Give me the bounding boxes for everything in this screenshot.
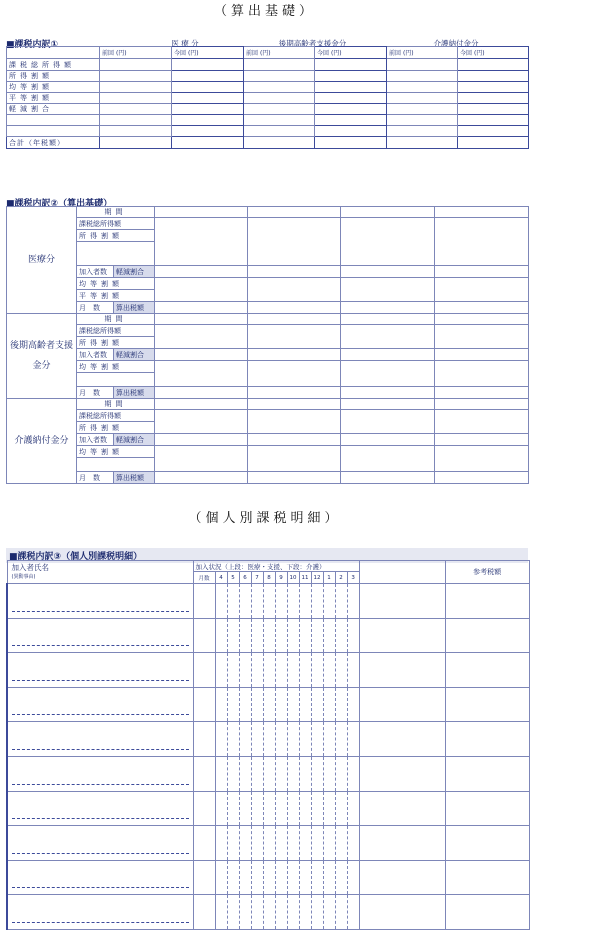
table-row (7, 59, 529, 71)
ref-tax-cell[interactable] (445, 860, 529, 895)
month-status-cell[interactable] (263, 653, 275, 688)
month-header-cell: 2 (335, 572, 347, 584)
month-status-cell[interactable] (275, 618, 287, 653)
row-label-total-income: 課税総所得額 (77, 218, 155, 230)
row-label-months: 月 数 (77, 387, 114, 399)
row-label-months: 月 数 (77, 302, 114, 314)
month-status-cell[interactable] (347, 826, 359, 861)
table-row (7, 791, 529, 826)
col-curr-medical: 今回 (円) (172, 47, 244, 59)
month-status-cell[interactable] (275, 687, 287, 722)
month-status-cell[interactable] (275, 791, 287, 826)
month-status-cell[interactable] (323, 618, 335, 653)
blank-cell (359, 653, 445, 688)
month-count-cell[interactable] (193, 584, 215, 619)
blank-cell (359, 895, 445, 930)
month-status-cell[interactable] (335, 722, 347, 757)
month-status-cell[interactable] (287, 687, 299, 722)
month-header-cell: 3 (347, 572, 359, 584)
month-status-cell[interactable] (239, 584, 251, 619)
month-status-cell[interactable] (227, 756, 239, 791)
month-status-cell[interactable] (275, 860, 287, 895)
month-header-cell: 7 (251, 572, 263, 584)
month-count-cell[interactable] (193, 618, 215, 653)
group-label-elderly-support: 後期高齢者支援金分 (278, 39, 347, 48)
name-dash-line (12, 680, 189, 681)
table-row (7, 618, 529, 653)
month-count-cell[interactable] (193, 687, 215, 722)
section3-table (6, 560, 530, 930)
block-label-medical: 医療分 (7, 207, 77, 314)
month-status-cell[interactable] (299, 584, 311, 619)
row-label-blank (77, 458, 155, 472)
month-status-cell[interactable] (263, 791, 275, 826)
month-status-cell[interactable] (287, 826, 299, 861)
month-status-cell[interactable] (287, 618, 299, 653)
month-header-cell: 8 (263, 572, 275, 584)
name-dash-line (12, 714, 189, 715)
month-status-cell[interactable] (275, 826, 287, 861)
section3-title: ■課税内訳③（個人別課税明細） (6, 548, 528, 563)
table-row (7, 653, 529, 688)
row-label-calculated-tax: 算出税額 (114, 302, 155, 314)
month-status-cell[interactable] (227, 618, 239, 653)
ref-tax-cell[interactable] (445, 895, 529, 930)
block-label-elderly-support: 後期高齢者支援金分 (7, 314, 77, 399)
month-status-cell[interactable] (251, 756, 263, 791)
month-status-cell[interactable] (311, 618, 323, 653)
month-status-cell[interactable] (215, 756, 227, 791)
month-status-cell[interactable] (323, 826, 335, 861)
month-status-cell[interactable] (215, 584, 227, 619)
ref-tax-cell[interactable] (445, 584, 529, 619)
month-status-cell[interactable] (227, 895, 239, 930)
month-status-cell[interactable] (227, 860, 239, 895)
name-dash-line (12, 887, 189, 888)
month-status-cell[interactable] (287, 722, 299, 757)
month-status-cell[interactable] (251, 687, 263, 722)
month-status-cell[interactable] (215, 791, 227, 826)
month-status-cell[interactable] (227, 584, 239, 619)
month-status-cell[interactable] (311, 756, 323, 791)
member-name-cell[interactable] (7, 826, 193, 861)
month-status-cell[interactable] (215, 687, 227, 722)
section1-table (6, 46, 529, 149)
row-label-blank (77, 242, 155, 266)
row-label-income-levy: 所得割額 (77, 230, 155, 242)
blank-cell (359, 584, 445, 619)
table-row (7, 82, 529, 93)
month-header-cell: 6 (239, 572, 251, 584)
row-label-member-count: 加入者数 (77, 434, 114, 446)
row-label-income-levy: 所得割額 (7, 71, 100, 82)
ref-tax-cell[interactable] (445, 756, 529, 791)
month-status-cell[interactable] (311, 860, 323, 895)
month-status-cell[interactable] (323, 687, 335, 722)
month-status-cell[interactable] (251, 826, 263, 861)
month-header-cell: 10 (287, 572, 299, 584)
month-status-cell[interactable] (263, 584, 275, 619)
month-status-cell[interactable] (299, 722, 311, 757)
row-label-flat-rate: 平等割額 (77, 290, 155, 302)
month-status-cell[interactable] (299, 618, 311, 653)
month-status-cell[interactable] (215, 860, 227, 895)
row-label-per-capita: 均等割額 (7, 82, 100, 93)
row-label-total-income: 課税総所得額 (7, 59, 100, 71)
table-row (7, 826, 529, 861)
month-status-cell[interactable] (239, 687, 251, 722)
name-dash-line (12, 749, 189, 750)
section1-corner (7, 47, 100, 59)
ref-tax-cell[interactable] (445, 826, 529, 861)
row-label-calculated-tax: 算出税額 (114, 472, 155, 484)
table-row (7, 126, 529, 137)
month-status-cell[interactable] (263, 618, 275, 653)
month-status-cell[interactable] (347, 722, 359, 757)
month-status-cell[interactable] (299, 860, 311, 895)
row-label-reduction-ratio: 軽減割合 (114, 434, 155, 446)
name-dash-line (12, 611, 189, 612)
section2-table (6, 206, 529, 484)
blank-cell (359, 687, 445, 722)
month-status-cell[interactable] (347, 687, 359, 722)
month-status-cell[interactable] (335, 584, 347, 619)
month-status-cell[interactable] (347, 791, 359, 826)
blank-cell (359, 860, 445, 895)
month-status-cell[interactable] (335, 756, 347, 791)
month-status-cell[interactable] (275, 584, 287, 619)
month-status-cell[interactable] (299, 895, 311, 930)
table-row (7, 104, 529, 115)
group-label-nursing: 介護納付金分 (433, 39, 479, 48)
month-status-cell[interactable] (275, 722, 287, 757)
month-status-cell[interactable] (239, 826, 251, 861)
col-prev-elderly: 前回 (円) (244, 47, 315, 59)
name-dash-line (12, 853, 189, 854)
row-label-total-income: 課税総所得額 (77, 410, 155, 422)
name-header-sub: (異動事由) (11, 574, 36, 580)
month-status-cell[interactable] (287, 791, 299, 826)
months-count-label: 月数 (193, 572, 215, 584)
month-status-cell[interactable] (347, 584, 359, 619)
month-status-cell[interactable] (239, 895, 251, 930)
month-status-cell[interactable] (263, 756, 275, 791)
month-status-cell[interactable] (251, 653, 263, 688)
month-status-cell[interactable] (215, 826, 227, 861)
month-status-cell[interactable] (347, 756, 359, 791)
table-row (7, 115, 529, 126)
month-status-cell[interactable] (263, 826, 275, 861)
month-status-cell[interactable] (311, 722, 323, 757)
section1-title: ■課税内訳① (6, 40, 59, 50)
month-status-cell[interactable] (311, 791, 323, 826)
member-name-cell[interactable] (7, 653, 193, 688)
blank-cell (359, 618, 445, 653)
row-label-income-levy: 所得割額 (77, 337, 155, 349)
blank-cell (359, 826, 445, 861)
month-status-cell[interactable] (251, 860, 263, 895)
month-status-cell[interactable] (239, 791, 251, 826)
blank-cell (359, 756, 445, 791)
month-status-cell[interactable] (311, 687, 323, 722)
month-status-cell[interactable] (323, 895, 335, 930)
table-row (7, 756, 529, 791)
month-count-cell[interactable] (193, 895, 215, 930)
month-status-cell[interactable] (335, 653, 347, 688)
month-status-cell[interactable] (275, 895, 287, 930)
month-status-cell[interactable] (275, 653, 287, 688)
month-status-cell[interactable] (299, 791, 311, 826)
month-status-cell[interactable] (287, 895, 299, 930)
col-curr-nursing: 今回 (円) (458, 47, 529, 59)
month-status-cell[interactable] (251, 722, 263, 757)
month-status-cell[interactable] (287, 584, 299, 619)
row-label-blank (77, 373, 155, 387)
month-status-cell[interactable] (335, 826, 347, 861)
month-status-cell[interactable] (251, 618, 263, 653)
member-name-cell[interactable] (7, 618, 193, 653)
month-status-cell[interactable] (239, 756, 251, 791)
ref-tax-cell[interactable] (445, 687, 529, 722)
table-row (7, 860, 529, 895)
member-name-cell[interactable] (7, 722, 193, 757)
month-status-cell[interactable] (335, 895, 347, 930)
month-status-cell[interactable] (239, 653, 251, 688)
month-status-cell[interactable] (239, 722, 251, 757)
month-status-cell[interactable] (215, 618, 227, 653)
month-status-cell[interactable] (263, 687, 275, 722)
name-dash-line (12, 818, 189, 819)
row-label-months: 月 数 (77, 472, 114, 484)
month-status-cell[interactable] (323, 653, 335, 688)
month-count-cell[interactable] (193, 860, 215, 895)
table-row (7, 687, 529, 722)
member-name-cell[interactable] (7, 756, 193, 791)
name-dash-line (12, 784, 189, 785)
month-status-cell[interactable] (347, 860, 359, 895)
row-label-flat-rate: 平等割額 (7, 93, 100, 104)
month-status-cell[interactable] (215, 653, 227, 688)
month-header-cell: 11 (299, 572, 311, 584)
month-status-cell[interactable] (215, 722, 227, 757)
table-row (7, 722, 529, 757)
month-status-cell[interactable] (239, 860, 251, 895)
table-row (7, 71, 529, 82)
month-count-cell[interactable] (193, 756, 215, 791)
ref-tax-header: 参考税額 (445, 561, 529, 584)
month-status-cell[interactable] (227, 653, 239, 688)
month-status-cell[interactable] (323, 791, 335, 826)
month-count-cell[interactable] (193, 826, 215, 861)
block-label-nursing: 介護納付金分 (7, 399, 77, 484)
name-column-header (7, 561, 193, 584)
month-status-cell[interactable] (323, 860, 335, 895)
row-label-period: 期間 (77, 314, 155, 325)
month-status-cell[interactable] (227, 722, 239, 757)
row-label-member-count: 加入者数 (77, 266, 114, 278)
month-status-cell[interactable] (251, 584, 263, 619)
month-status-cell[interactable] (347, 618, 359, 653)
month-status-cell[interactable] (275, 756, 287, 791)
month-status-cell[interactable] (335, 791, 347, 826)
month-status-cell[interactable] (299, 826, 311, 861)
row-label-reduction-ratio: 軽減割合 (7, 104, 100, 115)
row-label-annual-total: 合計（年税額） (7, 137, 100, 149)
row-label-income-levy: 所得割額 (77, 422, 155, 434)
month-count-cell[interactable] (193, 653, 215, 688)
col-prev-medical: 前回 (円) (100, 47, 172, 59)
status-column-header: 加入状況（上段：医療・支援、下段：介護） (193, 561, 359, 572)
month-status-cell[interactable] (311, 895, 323, 930)
col-curr-elderly: 今回 (円) (315, 47, 387, 59)
ref-tax-cell[interactable] (445, 722, 529, 757)
table-row (7, 584, 529, 619)
month-status-cell[interactable] (323, 756, 335, 791)
name-dash-line (12, 922, 189, 923)
name-dash-line (12, 645, 189, 646)
month-status-cell[interactable] (251, 791, 263, 826)
month-status-cell[interactable] (227, 826, 239, 861)
ref-tax-cell[interactable] (445, 618, 529, 653)
month-header-cell: 12 (311, 572, 323, 584)
month-status-cell[interactable] (299, 653, 311, 688)
month-status-cell[interactable] (347, 653, 359, 688)
table-row (7, 93, 529, 104)
month-count-cell[interactable] (193, 722, 215, 757)
month-status-cell[interactable] (311, 653, 323, 688)
month-status-cell[interactable] (311, 826, 323, 861)
row-label-reduction-ratio: 軽減割合 (114, 349, 155, 361)
month-header-cell: 4 (215, 572, 227, 584)
month-status-cell[interactable] (215, 895, 227, 930)
month-header-cell: 1 (323, 572, 335, 584)
member-name-cell[interactable] (7, 860, 193, 895)
month-status-cell[interactable] (263, 895, 275, 930)
month-status-cell[interactable] (251, 895, 263, 930)
row-label-period: 期間 (77, 207, 155, 218)
month-status-cell[interactable] (287, 860, 299, 895)
month-status-cell[interactable] (299, 687, 311, 722)
table-row (7, 895, 529, 930)
month-status-cell[interactable] (287, 653, 299, 688)
row-label-per-capita: 均等割額 (77, 278, 155, 290)
group-label-medical: 医 療 分 (171, 39, 199, 48)
col-prev-nursing: 前回 (円) (387, 47, 458, 59)
month-status-cell[interactable] (335, 618, 347, 653)
blank-cell (359, 722, 445, 757)
row-label-reduction-ratio: 軽減割合 (114, 266, 155, 278)
name-header-label: 加入者氏名 (11, 563, 49, 572)
month-status-cell[interactable] (239, 618, 251, 653)
month-status-cell[interactable] (323, 722, 335, 757)
month-count-cell[interactable] (193, 791, 215, 826)
ref-tax-cell[interactable] (445, 653, 529, 688)
row-label-blank-2 (7, 126, 100, 137)
month-status-cell[interactable] (287, 756, 299, 791)
member-name-cell[interactable] (7, 584, 193, 619)
member-name-cell[interactable] (7, 791, 193, 826)
member-name-cell[interactable] (7, 687, 193, 722)
member-name-cell[interactable] (7, 895, 193, 930)
month-status-cell[interactable] (263, 722, 275, 757)
month-status-cell[interactable] (347, 895, 359, 930)
blank-cell (359, 791, 445, 826)
section2-title: ■課税内訳②（算出基礎） (6, 199, 113, 209)
month-header-cell: 5 (227, 572, 239, 584)
row-label-member-count: 加入者数 (77, 349, 114, 361)
row-label-total-income: 課税総所得額 (77, 325, 155, 337)
month-header-cell: 9 (275, 572, 287, 584)
month-status-cell[interactable] (335, 687, 347, 722)
ref-tax-cell[interactable] (445, 791, 529, 826)
month-status-cell[interactable] (299, 756, 311, 791)
month-status-cell[interactable] (335, 860, 347, 895)
heading-individual-tax-detail: （個人別課税明細） (188, 511, 342, 526)
heading-calculation-basis: （算出基礎） (213, 4, 316, 19)
row-label-per-capita: 均等割額 (77, 361, 155, 373)
month-status-cell[interactable] (263, 860, 275, 895)
month-status-cell[interactable] (227, 687, 239, 722)
row-label-calculated-tax: 算出税額 (114, 387, 155, 399)
row-label-period: 期間 (77, 399, 155, 410)
month-status-cell[interactable] (311, 584, 323, 619)
total-row (7, 137, 529, 149)
month-status-cell[interactable] (227, 791, 239, 826)
row-label-per-capita: 均等割額 (77, 446, 155, 458)
row-label-blank-1 (7, 115, 100, 126)
month-status-cell[interactable] (323, 584, 335, 619)
